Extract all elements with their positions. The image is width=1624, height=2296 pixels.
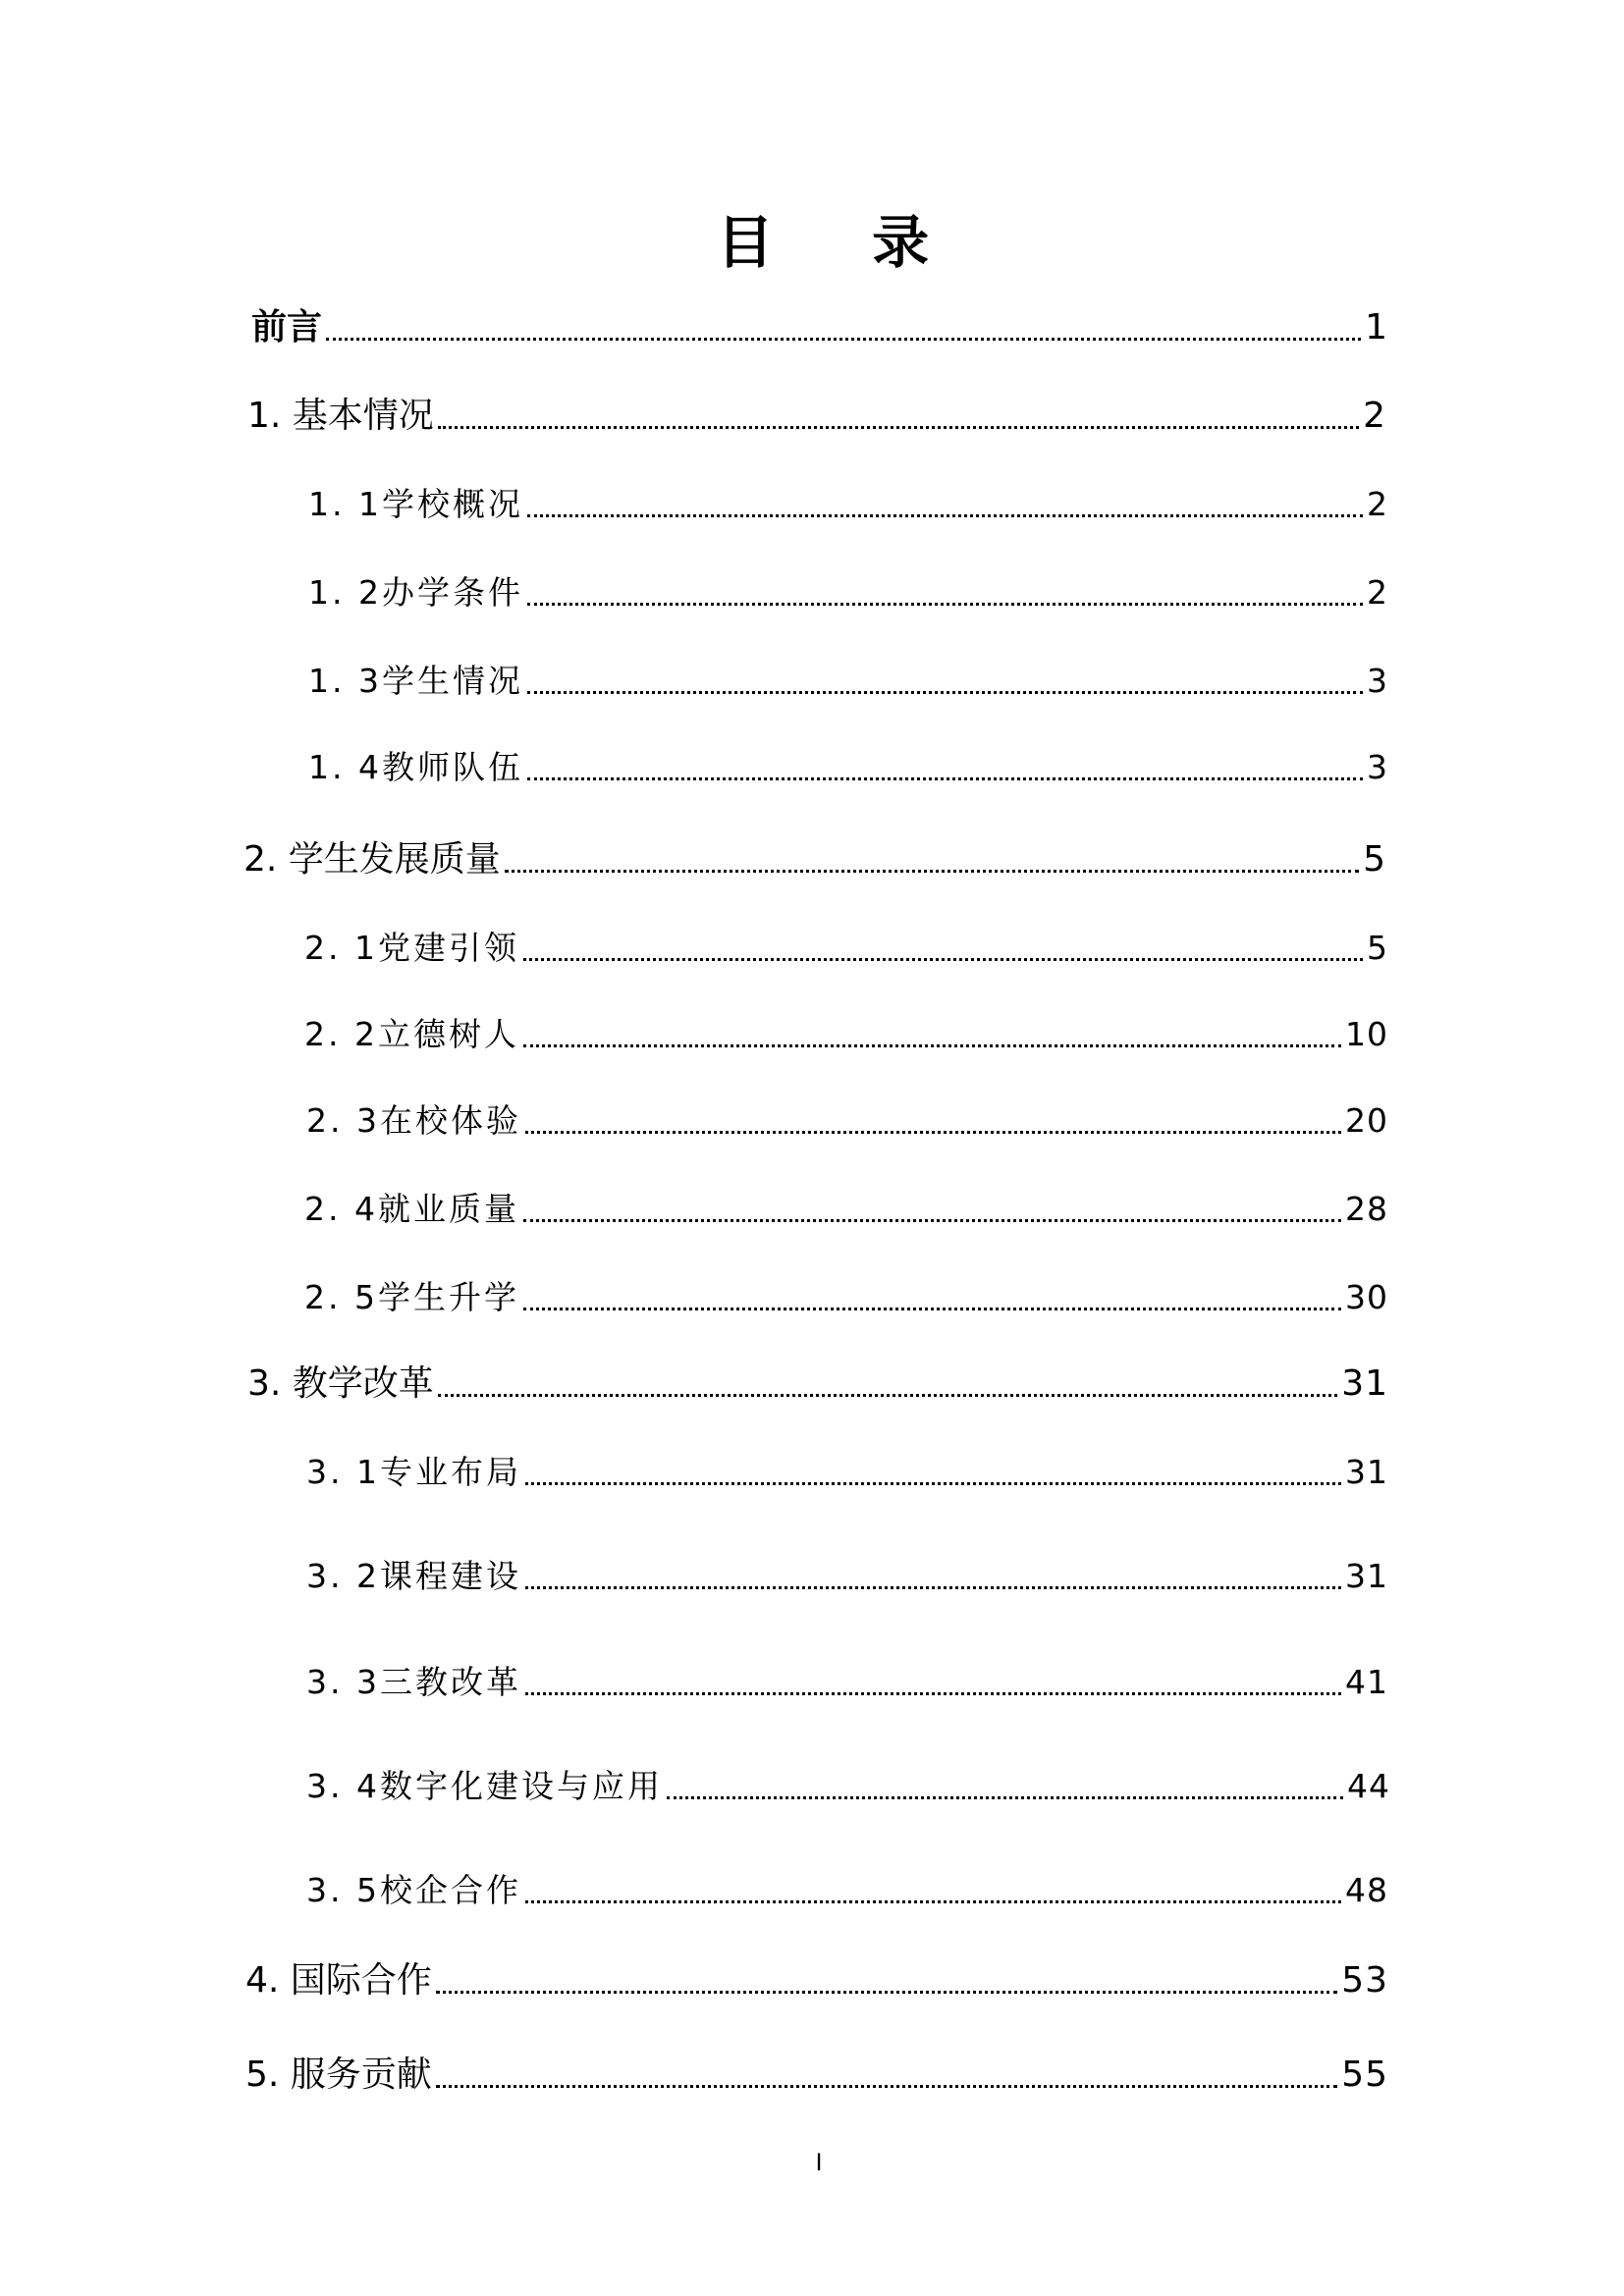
- toc-entry-section-1[interactable]: [247, 389, 1386, 438]
- toc-leader: [527, 690, 1363, 694]
- toc-page-number: 53: [1341, 1960, 1388, 2001]
- toc-page-number: 1: [1365, 307, 1388, 347]
- toc-entry-section-3-3[interactable]: [306, 1655, 1388, 1704]
- toc-entry-section-3-5[interactable]: [306, 1863, 1388, 1912]
- toc-entry-section-2-4[interactable]: [304, 1182, 1388, 1231]
- toc-label: 1. 3学生情况: [308, 662, 523, 700]
- toc-label: 2. 3在校体验: [306, 1101, 521, 1140]
- toc-leader: [525, 1481, 1341, 1485]
- toc-entry-section-2[interactable]: [244, 832, 1386, 881]
- toc-page-number: 44: [1347, 1767, 1390, 1805]
- toc-label: 2. 学生发展质量: [244, 839, 501, 880]
- toc-leader: [525, 1130, 1341, 1134]
- toc-entry-section-4[interactable]: [245, 1953, 1388, 2002]
- toc-page-number: 3: [1367, 662, 1388, 700]
- toc-label: 3. 教学改革: [247, 1363, 434, 1404]
- toc-leader: [667, 1795, 1343, 1799]
- toc-label: 4. 国际合作: [245, 1960, 432, 2001]
- toc-leader: [527, 513, 1363, 517]
- toc-page-number: 48: [1345, 1871, 1388, 1909]
- toc-entry-section-1-3[interactable]: [308, 654, 1388, 703]
- toc-leader: [505, 869, 1359, 873]
- toc-leader: [438, 425, 1359, 429]
- toc-label: 1. 基本情况: [247, 396, 434, 436]
- toc-entry-section-3[interactable]: [247, 1357, 1388, 1406]
- toc-entry-section-3-4[interactable]: [306, 1759, 1390, 1808]
- toc-page-number: 10: [1345, 1015, 1388, 1053]
- toc-page-number: 28: [1345, 1190, 1388, 1228]
- toc-leader: [525, 1691, 1341, 1695]
- toc-page-number: 2: [1363, 396, 1386, 436]
- toc-leader: [523, 1218, 1341, 1222]
- toc-label: 3. 4数字化建设与应用: [306, 1767, 663, 1805]
- toc-page-number: 31: [1345, 1557, 1388, 1595]
- toc-page-number: 20: [1345, 1101, 1388, 1140]
- toc-page-number: 30: [1345, 1278, 1388, 1316]
- toc-label: 3. 1专业布局: [306, 1453, 521, 1491]
- toc-label: 1. 2办学条件: [308, 573, 523, 612]
- toc-entry-section-1-4[interactable]: [308, 740, 1388, 789]
- toc-entry-section-2-2[interactable]: [304, 1007, 1388, 1056]
- toc-entry-section-5[interactable]: [245, 2048, 1388, 2097]
- toc-label: 2. 2立德树人: [304, 1015, 519, 1053]
- toc-page-number: 2: [1367, 485, 1388, 523]
- toc-entry-section-3-2[interactable]: [306, 1549, 1388, 1598]
- toc-page-number: 2: [1367, 573, 1388, 612]
- toc-page-number: 55: [1341, 2055, 1388, 2095]
- toc-leader: [326, 337, 1361, 341]
- toc-leader: [436, 1990, 1337, 1994]
- toc-label: 3. 2课程建设: [306, 1557, 521, 1595]
- toc-entry-section-2-1[interactable]: [304, 921, 1388, 970]
- toc-entry-section-1-2[interactable]: [308, 565, 1388, 614]
- toc-leader: [523, 957, 1363, 961]
- toc-leader: [525, 1585, 1341, 1589]
- toc-entry-section-2-3[interactable]: [306, 1094, 1388, 1143]
- toc-entry-section-1-1[interactable]: [308, 477, 1388, 526]
- toc-entry-section-3-1[interactable]: [306, 1445, 1388, 1494]
- toc-page-number: 3: [1367, 748, 1388, 786]
- toc-page-number: 5: [1367, 929, 1388, 967]
- toc-label: 1. 1学校概况: [308, 485, 523, 523]
- toc-label: 2. 1党建引领: [304, 929, 519, 967]
- toc-leader: [527, 602, 1363, 606]
- toc-leader: [523, 1307, 1341, 1310]
- toc-label: 3. 3三教改革: [306, 1663, 521, 1701]
- toc-label: 2. 5学生升学: [304, 1278, 519, 1316]
- toc-page-number: 31: [1341, 1363, 1388, 1404]
- toc-page-number: 31: [1345, 1453, 1388, 1491]
- toc-leader: [527, 776, 1363, 780]
- toc-leader: [523, 1043, 1341, 1047]
- toc-entry-preface[interactable]: [251, 300, 1388, 349]
- toc-label: 5. 服务贡献: [245, 2055, 432, 2095]
- toc-label: 1. 4教师队伍: [308, 748, 523, 786]
- toc-entry-section-2-5[interactable]: [304, 1270, 1388, 1319]
- page-number: I: [815, 2149, 823, 2176]
- toc-label: 前言: [251, 307, 323, 347]
- toc-page-number: 41: [1345, 1663, 1388, 1701]
- toc-page-number: 5: [1363, 839, 1386, 880]
- page-title: 目 录: [716, 209, 969, 276]
- toc-leader: [436, 2084, 1337, 2088]
- toc-label: 2. 4就业质量: [304, 1190, 519, 1228]
- toc-leader: [525, 1899, 1341, 1903]
- toc-leader: [438, 1393, 1337, 1397]
- toc-label: 3. 5校企合作: [306, 1871, 521, 1909]
